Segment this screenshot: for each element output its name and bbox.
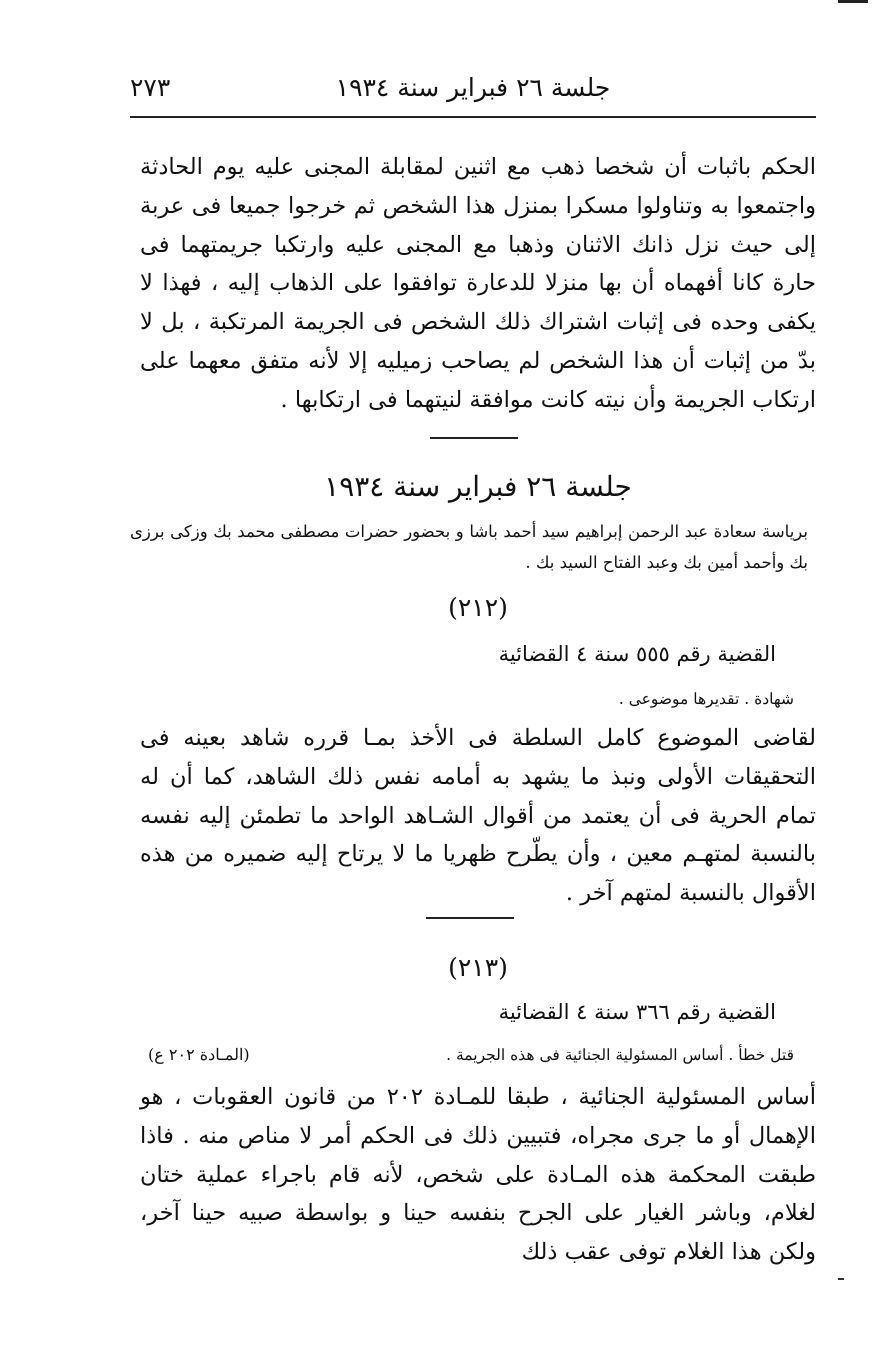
session-title: جلسة ٢٦ فبراير سنة ١٩٣٤ [324, 470, 632, 503]
case-text: أساس المسئولية الجنائية ، طبقا للمـادة ٢٠٢ من قانون العقوبات ، هو الإهمال أو ما جرى مجراه، فتبيين ذلك فى الحكم أمر لا مناص منه . فاذا طبقت المحكمة هذه المـادة على شخص، لأنه قام باجراء عملية ختان لغلام، وباشر الغيار على الجرح بنفسه حينا و بواسطة صبيه حينا آخر، ولكن هذا الغلام توفى عقب ذلك [140, 1084, 816, 1266]
session-presidency: برياسة سعادة عبد الرحمن إبراهيم سيد أحمد باشا و بحضور حضرات مصطفى محمد بك وزكى برزى بك وأحمد أمين بك وعبد الفتاح السيد بك . [130, 522, 808, 572]
continued-paragraph: الحكم باثبات أن شخصا ذهب مع اثنين لمقابلة المجنى عليه يوم الحادثة واجتمعوا به وتناولوا مسكرا بمنزل هذا الشخص ثم خرجوا جميعا فى عربة إلى حيث نزل ذانك الاثنان وذهبا مع المجنى عليه وارتكبا جريمتهما فى حارة كانا أفهماه أن بها منزلا للدعارة توافقوا على الذهاب إليه ، فهذا لا يكفى وحده فى إثبات اشتراك ذلك الشخص فى الجريمة المرتكبة ، بل لا بدّ من إثبات أن هذا الشخص لم يصاحب زميليه إلا لأنه متفق معهما على ارتكاب الجريمة وأن نيته كانت موافقة لنيتهما فى ارتكابها . [140, 154, 816, 413]
case-title: القضية رقم ٥٥٥ سنة ٤ القضائية [498, 642, 776, 666]
case-number: (٢١٣) [448, 953, 508, 982]
page-number: ٢٧٣ [130, 73, 171, 102]
section-divider [426, 917, 514, 919]
margin-mark [838, 1278, 844, 1280]
running-title: جلسة ٢٦ فبراير سنة ١٩٣٤ [335, 73, 611, 102]
case-headnote: قتل خطأ . أساس المسئولية الجنائية فى هذه الجريمة . [446, 1046, 794, 1064]
header-rule [130, 116, 816, 118]
case-text: لقاضى الموضوع كامل السلطة فى الأخذ بمـا قرره شاهد بعينه فى التحقيقات الأولى ونبذ ما يشهد به أمامه نفس ذلك الشاهد، كما أن له تمام الحرية فى أن يعتمد من أقوال الشـاهد الواحد ما تطمئن إليه نفسه بالنسبة لمتهـم معين ، وأن يطّرح ظهريا ما لا يرتاح إليه ضميره من هذه الأقوال بالنسبة لمتهم آخر . [140, 725, 816, 907]
article-reference: (المـادة ٢٠٢ ع) [148, 1045, 250, 1064]
page-header [130, 68, 816, 108]
section-divider [430, 437, 518, 439]
case-headnote: شهادة . تقديرها موضوعى . [618, 690, 794, 708]
case-title: القضية رقم ٣٦٦ سنة ٤ القضائية [498, 1000, 776, 1024]
corner-mark [838, 0, 868, 3]
case-number: (٢١٢) [448, 593, 508, 622]
